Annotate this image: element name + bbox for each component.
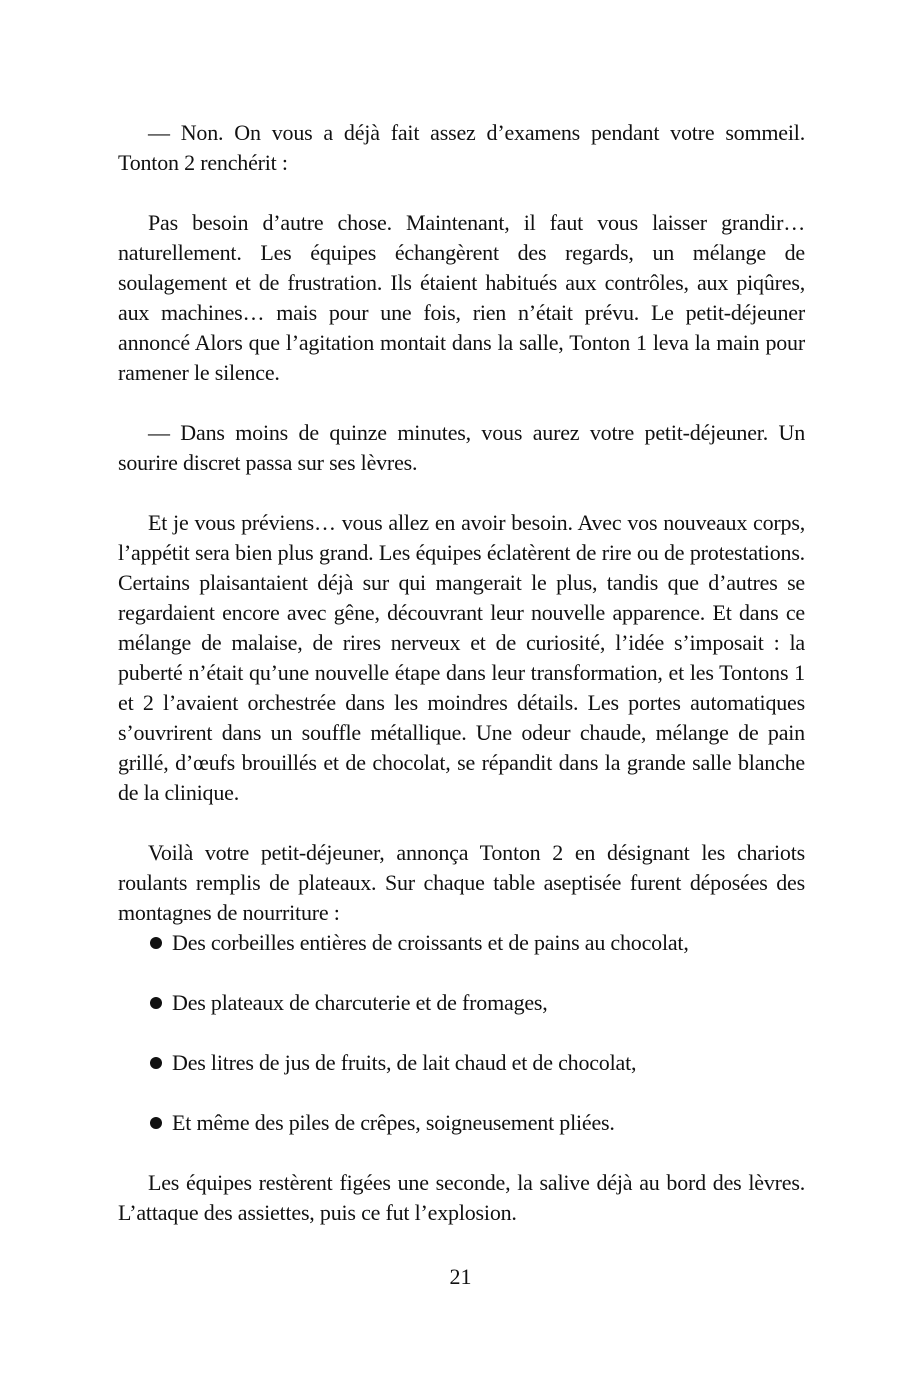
list-item	[118, 1048, 805, 1078]
paragraph-gap	[118, 388, 805, 418]
paragraph-5: Voilà votre petit-déjeuner, annonça Tonton 2 en désignant les chariots roulants remplis de plateaux. Sur chaque table aseptisée furent déposées des montagnes de nourriture :	[118, 840, 805, 925]
paragraph-gap	[118, 1138, 805, 1168]
list-item-text: Des plateaux de charcuterie et de fromages,	[172, 990, 548, 1015]
page-body	[118, 118, 805, 1228]
paragraph-4: Et je vous préviens… vous allez en avoir besoin. Avec vos nouveaux corps, l’appétit sera bien plus grand. Les équipes éclatèrent de rire ou de protestations. Certains plaisantaient déjà sur qui mangerait le plus, tandis que d’autres se regardaient encore avec gêne, découvrant leur nouvelle apparence. Et dans ce mélange de malaise, de rires nerveux et de curiosité, l’idée s’imposait : la puberté n’était qu’une nouvelle étape dans leur transformation, et les Tontons 1 et 2 l’avaient orchestrée dans les moindres détails. Les portes automatiques s’ouvrirent dans un souffle métallique. Une odeur chaude, mélange de pain grillé, d’œufs brouillés et de chocolat, se répandit dans la grande salle blanche de la clinique.	[118, 510, 805, 805]
paragraph-gap	[118, 478, 805, 508]
bullet-icon	[150, 997, 162, 1009]
list-item	[118, 988, 805, 1018]
list-item	[118, 928, 805, 958]
list-item-text: Des litres de jus de fruits, de lait chaud et de chocolat,	[172, 1050, 637, 1075]
paragraph-1: — Non. On vous a déjà fait assez d’examens pendant votre sommeil. Tonton 2 renchérit :	[118, 120, 805, 175]
bullet-icon	[150, 1057, 162, 1069]
paragraph-gap	[118, 178, 805, 208]
paragraph-6: Les équipes restèrent figées une seconde, la salive déjà au bord des lèvres. L’attaque des assiettes, puis ce fut l’explosion.	[118, 1170, 805, 1225]
page-number: 21	[449, 1264, 472, 1289]
list-item	[118, 1108, 805, 1138]
list-item-text: Et même des piles de crêpes, soigneusement pliées.	[172, 1110, 615, 1135]
paragraph-2: Pas besoin d’autre chose. Maintenant, il faut vous laisser grandir… naturellement. Les équipes échangèrent des regards, un mélange de soulagement et de frustration. Ils étaient habitués aux contrôles, aux piqûres, aux machines… mais pour une fois, rien n’était prévu. Le petit-déjeuner annoncé Alors que l’agitation montait dans la salle, Tonton 1 leva la main pour ramener le silence.	[118, 210, 805, 385]
paragraph-gap	[118, 808, 805, 838]
bullet-icon	[150, 1117, 162, 1129]
list-item-text: Des corbeilles entières de croissants et de pains au chocolat,	[172, 930, 689, 955]
bullet-icon	[150, 937, 162, 949]
paragraph-3: — Dans moins de quinze minutes, vous aurez votre petit-déjeuner. Un sourire discret passa sur ses lèvres.	[118, 420, 805, 475]
food-list	[118, 928, 805, 1138]
